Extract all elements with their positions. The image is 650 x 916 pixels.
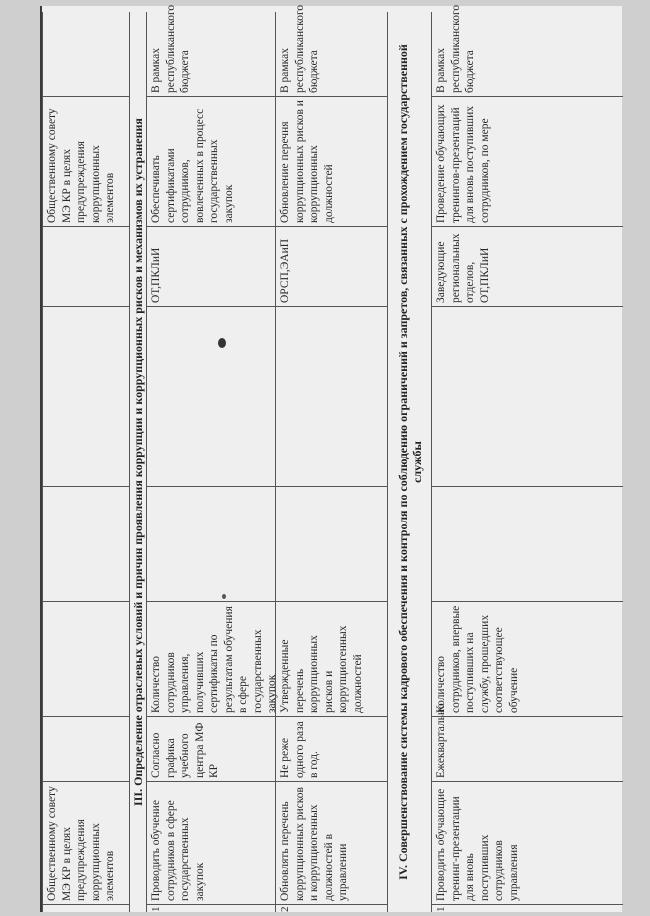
empty-cell: [432, 307, 623, 487]
indicator-cell: Количество сотрудников управления, получивших сертификаты по результатам обучения в сфере государственных закупок: [147, 602, 276, 717]
cell-col6: [43, 307, 130, 487]
action-cell: Проводить обучение сотрудников в сфере государственных закупок: [147, 782, 276, 905]
table-row: [146, 4, 278, 912]
funding-cell: В рамках республиканского бюджета: [432, 12, 623, 97]
document-page: [40, 6, 622, 912]
result-cell: Обеспечивать сертификатами сотрудников, вовлеченных в процесс государственных закупок: [147, 97, 276, 227]
cell-col3: [43, 717, 130, 782]
empty-cell: [276, 307, 388, 487]
deadline-cell: Ежеквартально: [432, 717, 623, 782]
cell-col7: [43, 227, 130, 307]
cell-col1: [43, 905, 130, 912]
empty-cell: [147, 307, 276, 487]
result-cell: Проведение обучающих тренингов-презентаций для вновь поступивших сотрудников, по мере: [432, 97, 623, 227]
action-cell: Обновлять перечень коррупционных рисков и коррупциогенных должностей в управлении: [276, 782, 388, 905]
cell-col2: Общественному советy МЭ КР в целях предупреждения коррупционных элементов: [43, 782, 130, 905]
table-row: [431, 4, 623, 912]
responsible-cell: Заведующие региональных отделов, ОТ,ПКЛиИ: [432, 227, 623, 307]
row-number: 1: [150, 906, 162, 912]
cell-col9: [43, 12, 130, 97]
cell-col5: [43, 487, 130, 602]
cell-col4: [43, 602, 130, 717]
responsible-cell: ОТ,ПКЛиИ: [147, 227, 276, 307]
table-row: [275, 4, 388, 912]
section-header-3: III. Определение отраслевых условий и причин проявления коррупции и коррупционных рисков и механизмов их устранения: [129, 12, 146, 912]
indicator-cell: Количество сотрудников, впервые поступивших на службу, прошедших соответствующее обучение: [432, 602, 623, 717]
action-cell: Проводить обучающие тренинг-презентации для вновь поступивших сотрудников управления: [432, 782, 623, 905]
punch-hole-mark: [218, 338, 226, 348]
deadline-cell: Не реже одного раза в год.: [276, 717, 388, 782]
funding-cell: В рамках республиканского бюджета: [276, 12, 388, 97]
table-row: [42, 12, 130, 912]
indicator-cell: Утвержденные перечень коррупционных рисков и коррупциогенных должностей: [276, 602, 388, 717]
row-number: 1: [435, 906, 447, 912]
empty-cell: [432, 487, 623, 602]
empty-cell: [276, 487, 388, 602]
rotated-table: [42, 4, 622, 912]
funding-cell: В рамках республиканского бюджета: [147, 12, 276, 97]
cell-col8: Общественному совету МЭ КР в целях предупреждения коррупционных элементов: [43, 97, 130, 227]
empty-cell: [147, 487, 276, 602]
deadline-cell: Согласно графика учебного центра МФ КР: [147, 717, 276, 782]
responsible-cell: ОРСП,ЭАиП: [276, 227, 388, 307]
result-cell: Обновление перечня коррупционных рисков и коррупционных должностей: [276, 97, 388, 227]
speck-mark: [222, 594, 226, 599]
section-header-4: IV. Совершенствование системы кадрового обеспечения и контроля по соблюдению ограничений и запретов, связанных с прохождением государственной службы: [387, 12, 431, 912]
row-number: 2: [279, 906, 291, 912]
